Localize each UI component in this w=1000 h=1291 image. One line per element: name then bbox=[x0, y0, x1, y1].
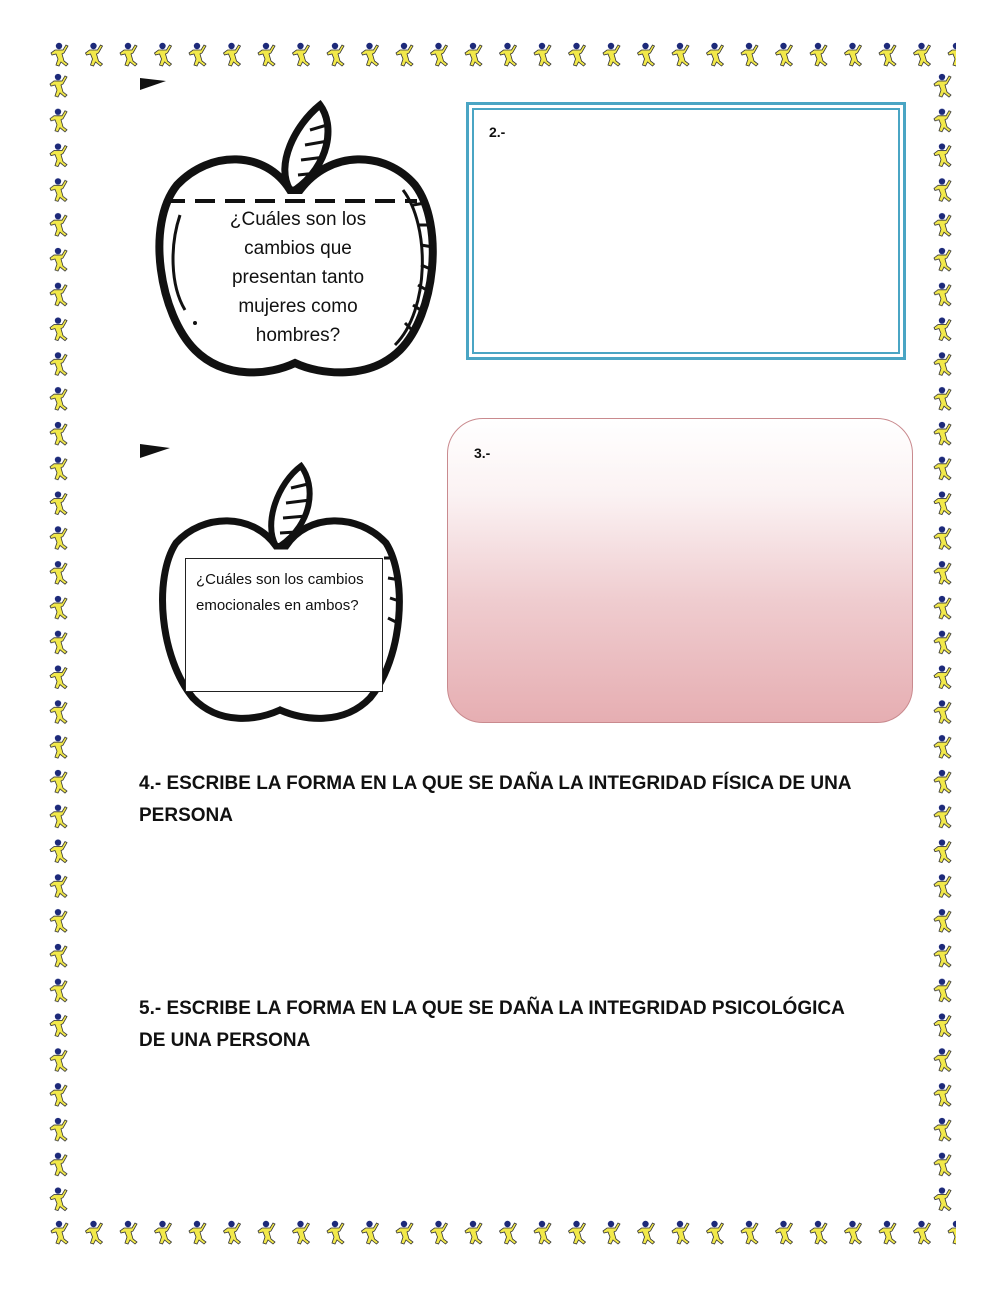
dancing-figure-icon bbox=[928, 68, 956, 1218]
apple2-question: ¿Cuáles son los cambios emocionales en ambos? bbox=[196, 571, 364, 614]
corner-mark bbox=[140, 444, 174, 458]
answer-box-2[interactable] bbox=[466, 102, 906, 360]
apple2-question-box bbox=[185, 558, 383, 692]
box-number: 2.- bbox=[489, 124, 506, 140]
dancing-figure-icon bbox=[44, 1218, 956, 1246]
page-border-left bbox=[44, 68, 72, 1218]
corner-mark bbox=[140, 78, 170, 90]
question-5: 5.- ESCRIBE LA FORMA EN LA QUE SE DAÑA LA INTEGRIDAD PSICOLÓGICA DE UNA PERSONA bbox=[139, 998, 845, 1051]
page-border-bottom bbox=[44, 1218, 956, 1246]
answer-box-3[interactable] bbox=[447, 418, 913, 723]
box-number: 3.- bbox=[474, 445, 491, 461]
apple1-question: ¿Cuáles son los cambios que presentan tanto mujeres como hombres? bbox=[229, 209, 367, 346]
dancing-figure-icon bbox=[44, 40, 956, 68]
page-border-right bbox=[928, 68, 956, 1218]
question-4: 4.- ESCRIBE LA FORMA EN LA QUE SE DAÑA LA INTEGRIDAD FÍSICA DE UNA PERSONA bbox=[139, 773, 851, 826]
dancing-figure-icon bbox=[44, 68, 72, 1218]
answer-area-4[interactable] bbox=[139, 840, 869, 980]
answer-area-5[interactable] bbox=[139, 1065, 869, 1205]
page-border-top bbox=[44, 40, 956, 68]
